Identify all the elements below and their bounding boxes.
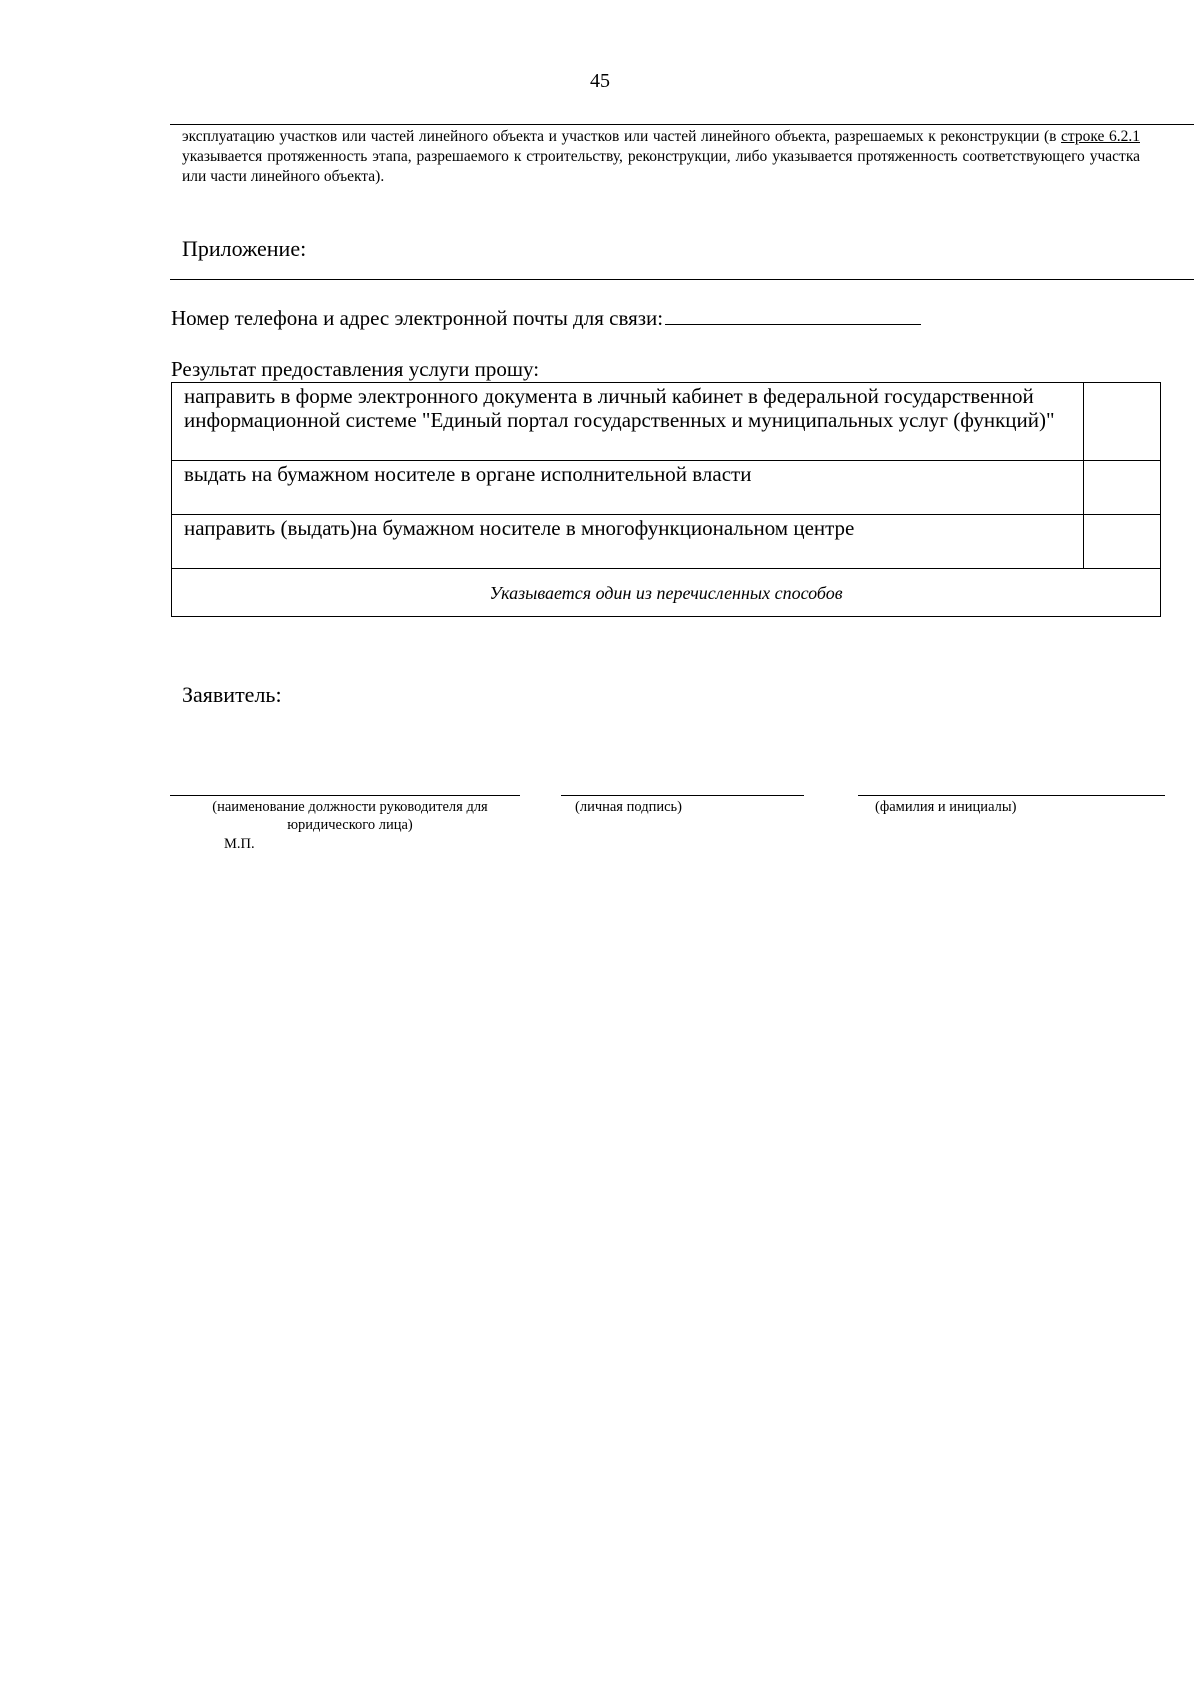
top-divider <box>170 124 1194 125</box>
personal-signature-line[interactable] <box>561 795 804 796</box>
stamp-label: М.П. <box>224 836 255 852</box>
options-note: Указывается один из перечисленных способов <box>172 569 1161 617</box>
footnote-link[interactable]: строке 6.2.1 <box>1061 128 1140 145</box>
option-checkbox[interactable] <box>1084 383 1161 461</box>
option-text: направить (выдать)на бумажном носителе в многофункциональном центре <box>172 515 1084 569</box>
attachment-line[interactable] <box>170 279 1194 280</box>
applicant-label: Заявитель: <box>182 682 282 707</box>
option-text: направить в форме электронного документа в личный кабинет в федеральной государственной информационной системе "Единый портал государственных и муниципальных услуг (функций)" <box>172 383 1084 461</box>
footnote-text <box>182 127 1140 187</box>
full-name-signature-line[interactable] <box>858 795 1165 796</box>
contact-input-line[interactable] <box>665 306 921 325</box>
option-text: выдать на бумажном носителе в органе исполнительной власти <box>172 461 1084 515</box>
option-checkbox[interactable] <box>1084 515 1161 569</box>
option-checkbox[interactable] <box>1084 461 1161 515</box>
options-note-row <box>172 569 1161 617</box>
contact-row <box>171 306 921 331</box>
position-signature-line[interactable] <box>170 795 520 796</box>
signature-caption: (личная подпись) <box>575 799 682 815</box>
result-label: Результат предоставления услуги прошу: <box>171 357 540 381</box>
footnote-part-2: указывается протяженность этапа, разрешаемого к строительству, реконструкции, либо указывается протяженность соответствующего участка или части линейного объекта). <box>182 148 1140 185</box>
attachment-label: Приложение: <box>182 236 307 261</box>
page-number: 45 <box>590 70 610 92</box>
position-caption: (наименование должности руководителя для юридического лица) <box>212 799 488 833</box>
footnote-part-1: эксплуатацию участков или частей линейного объекта и участков или частей линейного объекта, разрешаемых к реконструкции (в <box>182 128 1062 145</box>
delivery-options-table <box>171 382 1161 617</box>
option-row <box>172 461 1161 515</box>
option-row <box>172 515 1161 569</box>
name-caption: (фамилия и инициалы) <box>875 799 1017 815</box>
contact-label: Номер телефона и адрес электронной почты для связи: <box>171 306 664 330</box>
option-row <box>172 383 1161 461</box>
